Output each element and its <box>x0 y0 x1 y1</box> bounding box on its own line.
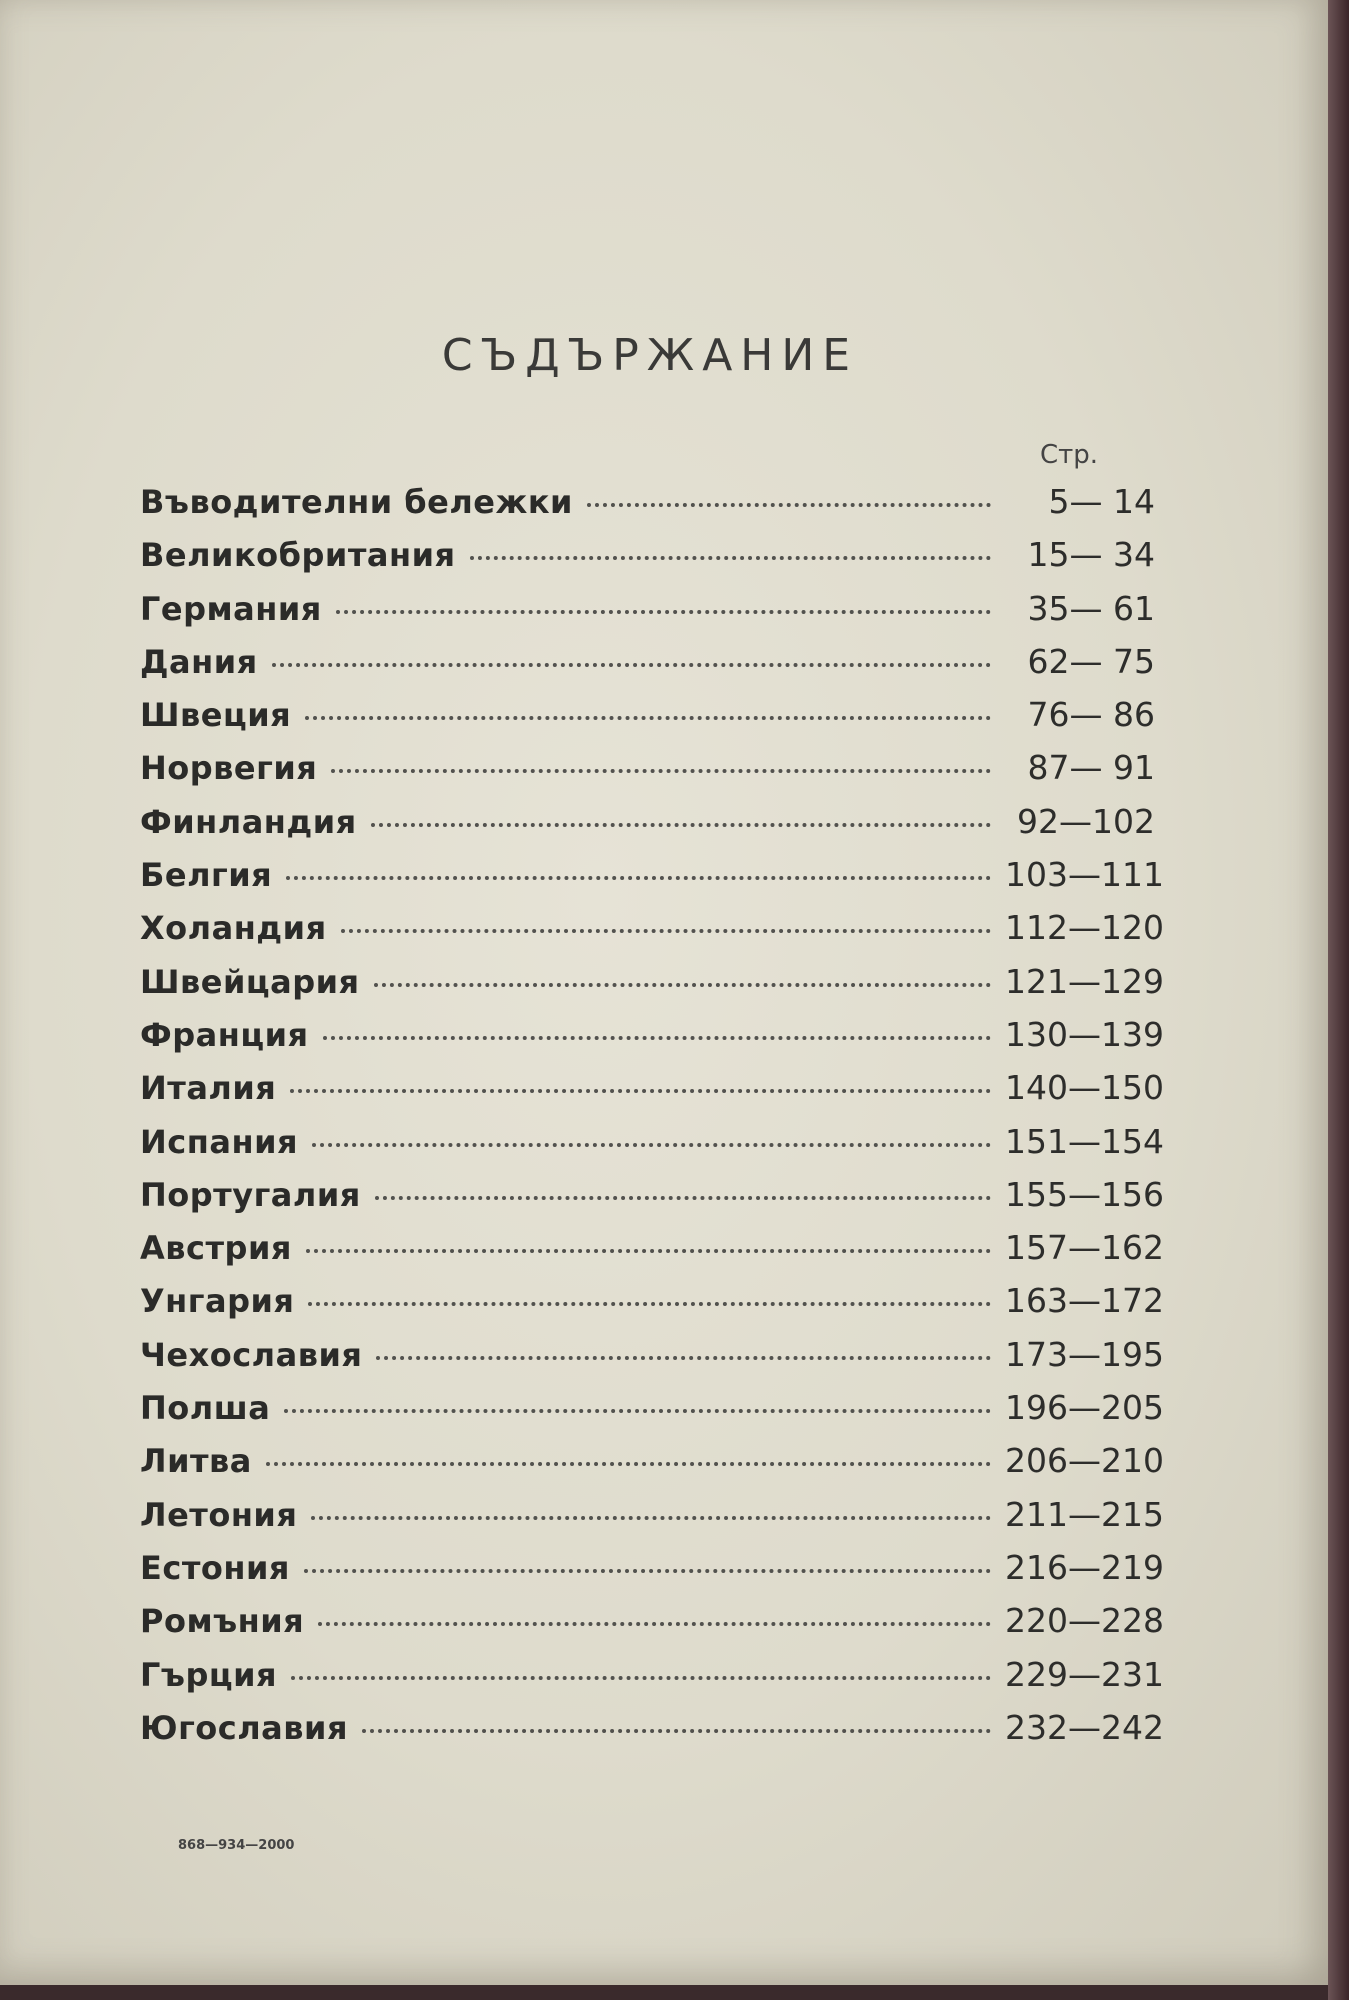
toc-entry-pages: 220—228 <box>1005 1601 1164 1641</box>
toc-entry <box>140 535 1155 588</box>
dot-leader <box>587 503 991 507</box>
dot-leader <box>331 769 991 773</box>
dot-leader <box>371 823 991 827</box>
toc-entry-title: Португалия <box>140 1175 361 1214</box>
toc-entry-title: Холандия <box>140 909 327 948</box>
toc-entry-pages: 232—242 <box>1005 1707 1164 1747</box>
toc-entry-pages: 15— 34 <box>1027 535 1155 575</box>
toc-entry-title: Австрия <box>140 1229 292 1268</box>
toc-entry <box>140 1281 1164 1334</box>
dot-leader <box>306 1249 991 1253</box>
toc-entry-pages: 196—205 <box>1005 1388 1164 1428</box>
toc-entry-title: Югославия <box>140 1708 348 1747</box>
toc-entry <box>140 908 1164 961</box>
dot-leader <box>266 1462 991 1466</box>
toc-entry <box>140 1547 1164 1601</box>
toc-entry <box>140 961 1164 1015</box>
toc-entry <box>140 1121 1164 1175</box>
toc-entry <box>140 1388 1164 1441</box>
dot-leader <box>375 1196 991 1200</box>
toc-entry <box>140 695 1155 748</box>
toc-entry-title: Чехославия <box>140 1335 363 1374</box>
toc-entry <box>140 1494 1164 1548</box>
toc-entry-pages: 103—111 <box>1005 855 1164 895</box>
dot-leader <box>318 1622 991 1626</box>
toc-entry-title: Швейцария <box>140 962 360 1001</box>
toc-entry-pages: 163—172 <box>1005 1281 1164 1321</box>
toc-entry-title: Германия <box>140 589 322 628</box>
toc-entry-pages: 121—129 <box>1005 961 1164 1001</box>
dot-leader <box>290 1089 991 1093</box>
dot-leader <box>311 1516 991 1520</box>
toc-entry-title: Финландия <box>140 802 357 841</box>
toc-entry-pages: 216—219 <box>1005 1547 1164 1587</box>
toc-entry <box>140 1601 1164 1654</box>
dot-leader <box>286 876 991 880</box>
toc-entry-pages: 62— 75 <box>1027 641 1155 681</box>
toc-entry <box>140 1654 1164 1708</box>
toc-entry-pages: 130—139 <box>1005 1014 1164 1054</box>
print-code: 868—934—2000 <box>178 1838 295 1853</box>
dot-leader <box>312 1143 991 1147</box>
toc-entry <box>140 748 1155 801</box>
toc-entry-title: Великобритания <box>140 536 456 575</box>
toc-entry <box>140 1228 1164 1281</box>
dot-leader <box>470 556 991 560</box>
toc-entry-title: Естония <box>140 1548 290 1587</box>
dot-leader <box>308 1302 991 1306</box>
toc-entry-title: Полша <box>140 1389 271 1428</box>
toc-entry-pages: 87— 91 <box>1027 748 1155 788</box>
toc-entry-pages: 229—231 <box>1005 1654 1164 1694</box>
toc-entry-title: Въводителни бележки <box>140 483 573 521</box>
toc-entry <box>140 802 1155 855</box>
toc-entry <box>140 589 1155 642</box>
toc-entry-pages: 76— 86 <box>1027 695 1155 735</box>
dot-leader <box>341 929 991 933</box>
toc-entry-pages: 140—150 <box>1005 1068 1164 1108</box>
toc-entry <box>140 642 1155 695</box>
dot-leader <box>362 1729 991 1733</box>
toc-entry-pages: 151—154 <box>1005 1121 1164 1161</box>
toc-entry-pages: 211—215 <box>1005 1494 1164 1534</box>
toc-entry-pages: 173—195 <box>1005 1334 1164 1374</box>
toc-entry-title: Франция <box>140 1015 309 1054</box>
dot-leader <box>336 610 991 614</box>
dot-leader <box>305 716 991 720</box>
toc-entry-title: Дания <box>140 642 258 681</box>
toc-entry <box>140 1068 1164 1121</box>
page-title: СЪДЪРЖАНИЕ <box>441 330 859 381</box>
toc-entry-pages: 206—210 <box>1005 1441 1164 1481</box>
toc-entry-title: Норвегия <box>140 749 318 788</box>
toc-entry-title: Гърция <box>140 1655 278 1694</box>
toc-entry-pages: 112—120 <box>1005 908 1164 948</box>
book-cover-edge <box>1328 0 1349 2000</box>
toc-entry-title: Испания <box>140 1122 299 1161</box>
toc-entry-pages: 35— 61 <box>1027 588 1155 628</box>
toc-entry-pages: 5— 14 <box>1048 482 1155 521</box>
dot-leader <box>323 1036 991 1040</box>
dot-leader <box>376 1356 991 1360</box>
table-of-contents <box>140 482 1164 1761</box>
toc-entry-title: Литва <box>140 1442 252 1481</box>
toc-entry-pages: 157—162 <box>1005 1228 1164 1268</box>
toc-entry-title: Белгия <box>140 856 273 895</box>
toc-entry-title: Унгария <box>140 1282 295 1321</box>
page-column-header: Стр. <box>1040 440 1099 470</box>
toc-entry-title: Италия <box>140 1069 277 1108</box>
toc-entry <box>140 1707 1164 1761</box>
dot-leader <box>304 1569 991 1573</box>
toc-entry-pages: 155—156 <box>1005 1174 1164 1214</box>
toc-entry <box>140 1014 1164 1068</box>
toc-entry-title: Ромъния <box>140 1602 305 1641</box>
toc-entry <box>140 1334 1164 1388</box>
toc-entry <box>140 1441 1164 1494</box>
toc-entry-pages: 92—102 <box>1017 801 1155 841</box>
toc-entry <box>140 1174 1164 1228</box>
dot-leader <box>291 1676 991 1680</box>
dot-leader <box>284 1409 991 1413</box>
dot-leader <box>272 663 991 667</box>
toc-entry-title: Летония <box>140 1495 298 1534</box>
toc-entry <box>140 482 1155 535</box>
toc-entry <box>140 855 1164 908</box>
dot-leader <box>374 983 991 987</box>
toc-entry-title: Швеция <box>140 696 292 735</box>
